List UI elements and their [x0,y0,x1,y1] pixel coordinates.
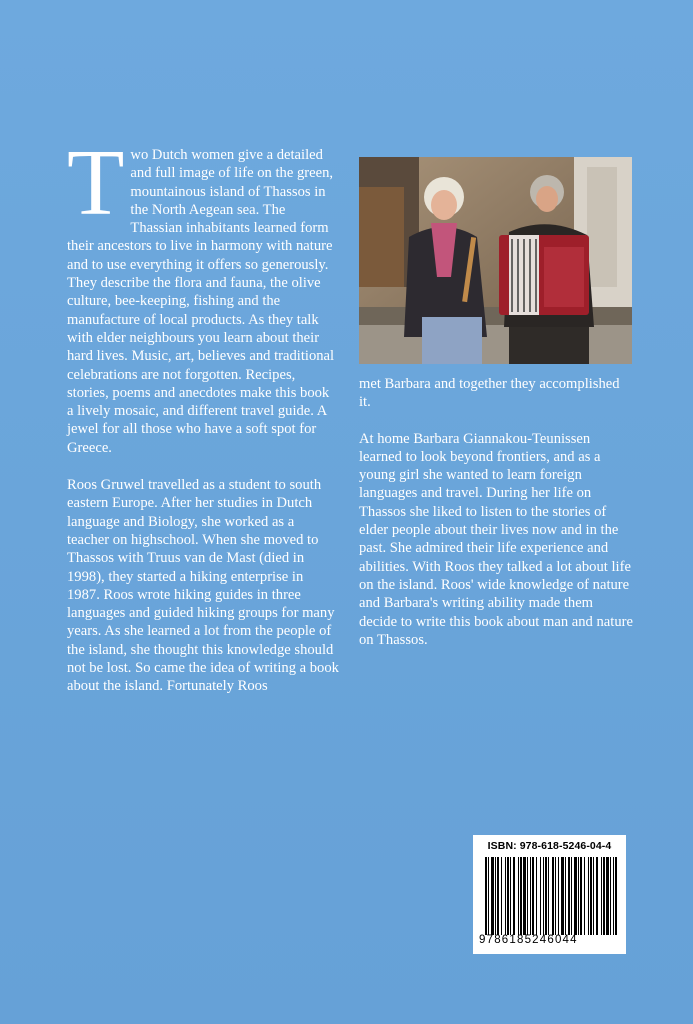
barcode-bar [543,857,544,935]
barcode-bar [606,857,609,935]
barcode-bar [558,857,559,935]
barcode-bar [610,857,611,935]
barcode-bar [578,857,579,935]
barcode-bar [613,857,614,935]
barcode-bar [505,857,506,935]
barcode-bar [548,857,549,935]
barcode-bar [593,857,594,935]
barcode-bar [518,857,519,935]
authors-photo [359,157,632,364]
barcode-bar [536,857,537,935]
barcode-bar [615,857,617,935]
barcode-bar [571,857,572,935]
barcode-digits: 9786185246044 [479,934,578,946]
barcode-bar [485,857,487,935]
barcode-bar [495,857,496,935]
barcode-bar [501,857,502,935]
barcode-bar [552,857,554,935]
left-column [67,131,339,696]
barcode-bar [580,857,582,935]
barcode-bar [603,857,605,935]
barcode-bar [497,857,499,935]
barcode-bar [532,857,534,935]
barcode-bar [584,857,585,935]
barcode-bar [596,857,598,935]
barcode-bar [555,857,556,935]
barcode-bar [488,857,489,935]
barcode-bar [523,857,526,935]
isbn-barcode [473,835,626,954]
barcode-bar [510,857,511,935]
barcode-bar [590,857,592,935]
drop-cap: T [67,131,125,235]
roos-paragraph: Roos Gruwel travelled as a student to south eastern Europe. After her studies in Dutch language and Biology, she worked as a teacher on highschool. When she moved to Thassos with Truus van de Mast (died in 1998), they started a hiking enterprise in 1987. Roos wrote hiking guides in three languages and guided hiking groups for many years. As she learned a lot from the people of the island, she thought this knowledge should not be lost. So came the idea of writing a book about the island. Fortunately Roos [67,477,339,695]
roos-paragraph-continued: met Barbara and together they accomplished it. [359,376,620,411]
intro-paragraph [67,131,339,457]
barcode-bar [527,857,528,935]
barcode-bar [540,857,541,935]
barcode-bar [588,857,589,935]
barcode-bar [568,857,570,935]
barcode-bar [545,857,547,935]
barcode-bar [561,857,564,935]
barcode-bar [601,857,602,935]
barcode-bar [530,857,531,935]
barcode-bar [520,857,522,935]
barcode-bar [574,857,577,935]
right-column [359,375,634,649]
intro-text: wo Dutch women give a detailed and full image of life on the green, mountainous island of Thassos in the North Aegean sea. The Thassian inhabitants learned form their ancestors to live in harmony with nature and to use everything it offers so generously. They describe the flora and fauna, the olive culture, bee-keeping, fishing and the manufacture of local products. As they talk with elder neighbours you learn about their hard lives. Music, art, believes and traditional celebrations are not forgotten. Recipes, stories, poems and anecdotes make this book a lively mosaic, and different travel guide. A jewel for all those who have a soft spot for Greece. [67,147,335,456]
barcode-bar [565,857,566,935]
barcode-bars [485,857,617,935]
barcode-bar [513,857,515,935]
barbara-paragraph: At home Barbara Giannakou-Teunissen learned to look beyond frontiers, and as a young girl she wanted to learn foreign languages and travel. During her life on Thassos she liked to listen to the stories of elder people about their lives now and in the past. She admired their life experience and abilities. With Roos they talked a lot about life on the island. Roos' wide knowledge of nature and Barbara's writing ability made them decide to write this book about man and nature on Thassos. [359,430,633,648]
barcode-bar [491,857,494,935]
barcode-bar [507,857,509,935]
isbn-label: ISBN: 978-618-5246-04-4 [487,840,612,852]
